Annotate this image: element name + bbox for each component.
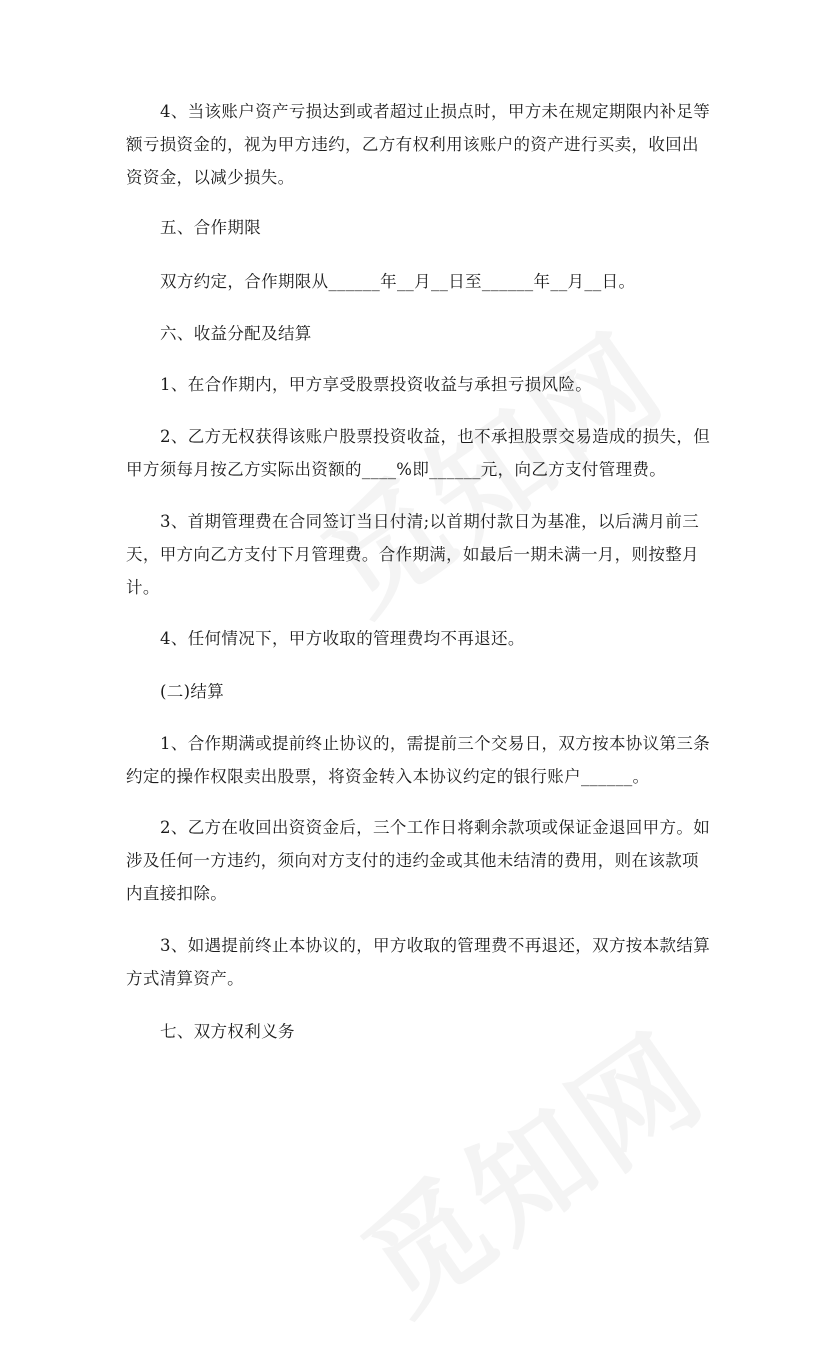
- paragraph-line: 2、乙方无权获得该账户股票投资收益，也不承担股票交易造成的损失，但: [160, 427, 711, 446]
- paragraph-line: 额亏损资金的，视为甲方违约，乙方有权利用该账户的资产进行买卖，收回出: [126, 135, 699, 154]
- paragraph-line: 约定的操作权限卖出股票，将资金转入本协议约定的银行账户______。: [126, 767, 650, 786]
- section-heading: 七、双方权利义务: [160, 1022, 295, 1041]
- section-heading: (二)结算: [160, 682, 225, 701]
- paragraph-line: 4、任何情况下，甲方收取的管理费均不再退还。: [160, 629, 525, 648]
- paragraph-line: 计。: [126, 578, 160, 597]
- paragraph-line: 2、乙方在收回出资资金后，三个工作日将剩余款项或保证金退回甲方。如: [160, 818, 711, 837]
- section-heading: 五、合作期限: [160, 218, 262, 237]
- paragraph-line: 天，甲方向乙方支付下月管理费。合作期满，如最后一期未满一月，则按整月: [126, 545, 699, 564]
- paragraph-line: 方式清算资产。: [126, 969, 244, 988]
- paragraph-line: 甲方须每月按乙方实际出资额的____%即______元，向乙方支付管理费。: [126, 460, 667, 479]
- paragraph-line: 双方约定，合作期限从______年__月__日至______年__月__日。: [160, 272, 636, 291]
- paragraph-line: 3、如遇提前终止本协议的，甲方收取的管理费不再退还，双方按本款结算: [160, 936, 711, 955]
- paragraph-line: 资资金，以减少损失。: [126, 168, 295, 187]
- paragraph-line: 3、首期管理费在合同签订当日付清;以首期付款日为基准，以后满月前三: [160, 512, 700, 531]
- paragraph-line: 4、当该账户资产亏损达到或者超过止损点时，甲方未在规定期限内补足等: [160, 102, 711, 121]
- paragraph-line: 1、在合作期内，甲方享受股票投资收益与承担亏损风险。: [160, 375, 593, 394]
- paragraph-line: 内直接扣除。: [126, 884, 228, 903]
- section-heading: 六、收益分配及结算: [160, 324, 312, 343]
- paragraph-line: 涉及任何一方违约，须向对方支付的违约金或其他未结清的费用，则在该款项: [126, 851, 699, 870]
- paragraph-line: 1、合作期满或提前终止协议的，需提前三个交易日，双方按本协议第三条: [160, 734, 711, 753]
